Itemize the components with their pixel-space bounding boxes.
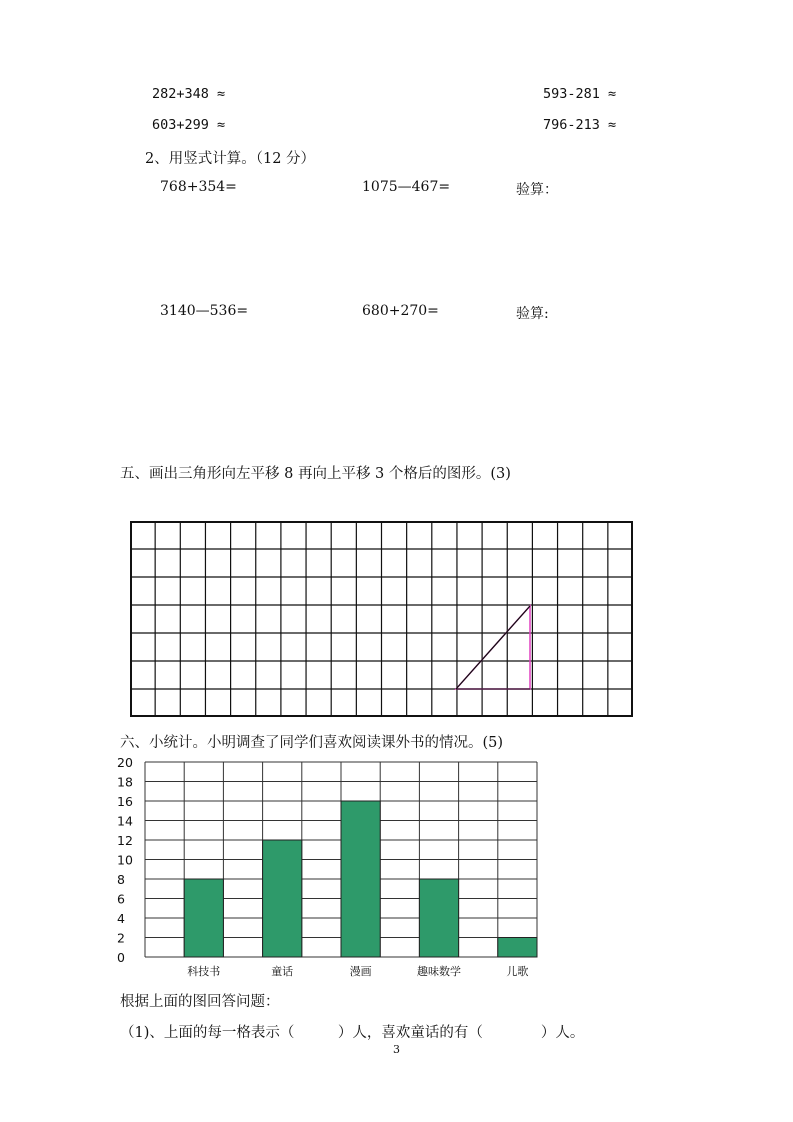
approx-sign: ≈	[608, 117, 617, 133]
estimation-expr: 282+348	[152, 86, 209, 102]
y-tick-label: 0	[117, 950, 125, 965]
x-tick-label: 儿歌	[506, 965, 529, 978]
section-heading: 2、用竖式计算。（12 分）	[145, 151, 316, 167]
check-label: 验算:	[516, 306, 549, 322]
question-intro: 根据上面的图回答问题：	[120, 994, 280, 1010]
bar	[184, 879, 223, 957]
y-tick-label: 8	[117, 872, 125, 887]
approx-sign: ≈	[608, 86, 617, 102]
y-tick-label: 18	[117, 774, 133, 790]
estimation-expr: 796-213	[543, 117, 600, 133]
bar	[263, 840, 302, 957]
approx-sign: ≈	[217, 86, 226, 102]
calc-problem: 1075—467=	[362, 179, 451, 195]
estimation-expr: 603+299	[152, 117, 209, 133]
calc-problem: 3140—536=	[160, 303, 249, 319]
approx-sign: ≈	[217, 117, 226, 133]
x-tick-label: 科技书	[187, 965, 221, 978]
y-tick-label: 20	[117, 755, 133, 770]
section-heading: 五、画出三角形向左平移 8 再向上平移 3 个格后的图形。(3)	[120, 466, 511, 482]
check-label: 验算：	[516, 182, 558, 198]
y-tick-label: 2	[117, 930, 125, 946]
estimation-expr: 593-281	[543, 86, 600, 102]
bar-chart	[115, 752, 545, 984]
y-tick-label: 16	[117, 794, 133, 809]
bar	[419, 879, 458, 957]
x-tick-label: 童话	[271, 965, 294, 978]
y-tick-label: 6	[117, 891, 125, 907]
bar	[498, 938, 537, 958]
y-tick-label: 14	[117, 813, 133, 829]
triangle-hypotenuse	[456, 606, 530, 689]
y-tick-label: 12	[117, 833, 133, 848]
calc-problem: 768+354=	[160, 179, 237, 195]
question-1: （1)、上面的每一格表示（ ）人，喜欢童话的有（ ）人。	[120, 1025, 585, 1041]
x-tick-label: 趣味数学	[417, 965, 461, 978]
page-number: 3	[393, 1043, 400, 1056]
y-tick-label: 4	[117, 911, 125, 926]
y-tick-label: 10	[117, 852, 133, 868]
calc-problem: 680+270=	[362, 303, 439, 319]
x-tick-label: 漫画	[349, 965, 372, 978]
bar	[341, 801, 380, 957]
square-grid	[130, 521, 633, 717]
section-heading: 六、小统计。小明调查了同学们喜欢阅读课外书的情况。(5)	[120, 735, 504, 751]
